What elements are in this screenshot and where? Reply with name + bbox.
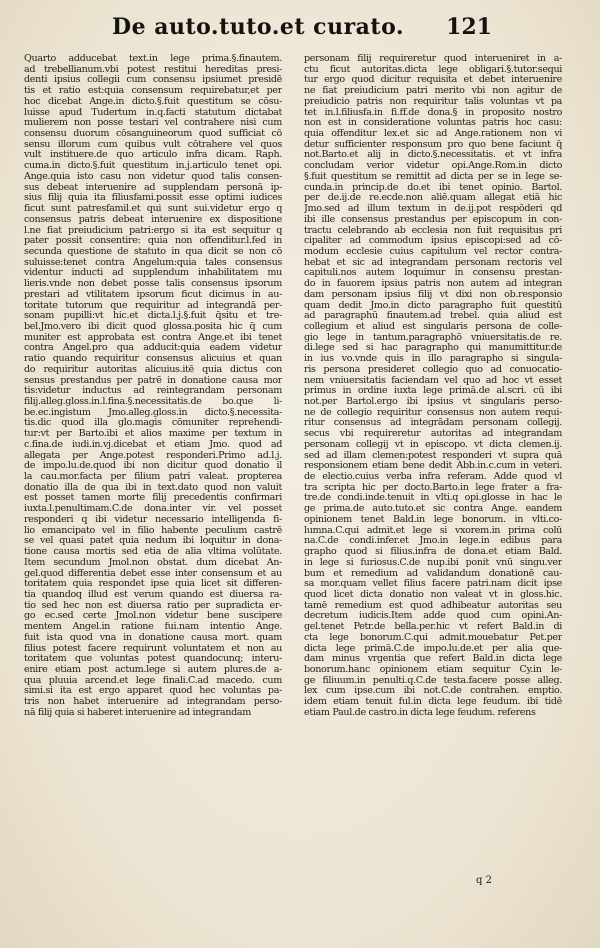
- text-line: gel.tenet Petr.de bella.per.hic vt refert Bald.in di: [304, 622, 562, 633]
- text-line: bonorum.hanc opinionem etiam sequitur Cy.in le-: [304, 664, 562, 675]
- text-line: contra Angel.pro qua adducit:quia eadem videtur: [24, 343, 282, 354]
- text-line: na.C.de condi.infer.et Jmo.in lege.in edibus para: [304, 536, 562, 547]
- text-line: quia offenditur lex.et sic ad Ange.rationem non vi: [304, 129, 562, 140]
- text-line: la cau.mor.facta per filium patri valeat. propterea: [24, 472, 282, 483]
- text-line: in lege si furiosus.C.de nup.ibi ponit vnū singu.ver: [304, 557, 562, 568]
- text-line: hoc dicebat Ange.in dicto.§.fuit questitum se cōsu-: [24, 96, 282, 107]
- text-line: ratio quando requiritur consensus alicuius et quan: [24, 354, 282, 365]
- text-line: de electio.cuius verba infra referam. Adde quod vl: [304, 472, 562, 483]
- text-line: gio lege in tantum.paragraphō vniuersitatis.de re.: [304, 332, 562, 343]
- text-line: sed ad illam clemen:potest responderi vt supra quā: [304, 450, 562, 461]
- text-line: quam dedit Jmo.in dicto paragrapho fuit questitū: [304, 300, 562, 311]
- text-line: di.lege sed si hac paragrapho qui manumittitur.de: [304, 343, 562, 354]
- text-line: quod licet dicta donatio non valeat vt in gloss.hic.: [304, 589, 562, 600]
- text-line: enire etiam post actum.lege si autem plures.de a-: [24, 664, 282, 675]
- text-line: preiudicio patris non requiritur talis voluntas vt pa: [304, 96, 562, 107]
- text-line: ris persona presideret collegio quo ad conuocatio-: [304, 364, 562, 375]
- text-line: Quarto adducebat text.in lege prima.§.finautem.: [24, 54, 282, 64]
- text-line: tractu celebrando ab ecclesia non fuit requisitus pri: [304, 225, 562, 236]
- text-line: concludam verior videtur opi.Ange.Rom.in dicto: [304, 161, 562, 172]
- text-line: mentem Angel.in ratione fui.nam intentio Ange.: [24, 622, 282, 633]
- text-line: personam filij requireretur quod interueniret in a-: [304, 54, 562, 64]
- text-line: tet in.l.filiusfa.in fi.ff.de dona.§ in proposito nostro: [304, 107, 562, 118]
- text-line: est posset tamen morte filij precedentis confirmari: [24, 493, 282, 504]
- text-line: sonam pupilli:vt hic.et dicta.l.j.§.fuit q̄situ et tre-: [24, 311, 282, 322]
- text-line: in ius vo.vnde quis in illo paragrapho si singula-: [304, 354, 562, 365]
- text-line: filius potest facere requirunt voluntatem et non au: [24, 643, 282, 654]
- text-line: tione causa mortis sed etia de alia vltima volūtate.: [24, 547, 282, 558]
- text-line: vult instituere.de quo articulo infra dicam. Raph.: [24, 150, 282, 161]
- text-line: nem vniuersitatis faciendam vel quo ad hoc vt esset: [304, 375, 562, 386]
- left-text-column: [24, 54, 282, 719]
- text-line: secunda questione de statuto in qua dicit se non cō: [24, 246, 282, 257]
- text-line: ne de collegio requiritur consensus non autem requi-: [304, 407, 562, 418]
- text-line: tio sed hec non est diuersa ratio per supradicta er-: [24, 600, 282, 611]
- text-line: modum ecclesie cuius capitulum vel rector contra-: [304, 246, 562, 257]
- text-line: se vel quasi patet quia nedum ibi loquitur in dona-: [24, 536, 282, 547]
- text-line: allegata per Ange.potest responderi.Primo ad.l.j.: [24, 450, 282, 461]
- text-line: pater possit consentire: quia non offenditur.l.fed in: [24, 236, 282, 247]
- text-line: etiam Paul.de castro.in dicta lege feudum. referens: [304, 707, 536, 718]
- text-line: prestari ad vtilitatem ipsorum ficut dicimus in au-: [24, 289, 282, 300]
- text-line: per de.ij.de re.ecde.non aliē.quam allegat etiā hic: [304, 193, 562, 204]
- text-line: tra scripta hic per docto.Barto.in lege frater a fra-: [304, 482, 562, 493]
- text-line: tur ergo quod dicitur requisita et debet interuenire: [304, 75, 562, 86]
- text-line: do in fauorem ipsius patris non autem ad integran: [304, 279, 562, 290]
- text-line: non est in consideratione voluntas patris hoc casu:: [304, 118, 562, 129]
- text-line: ctu ficut autoritas.dicta lege obligari.§.tutor.sequi: [304, 64, 562, 75]
- text-line: c.fina.de iudi.in.vj.dicebat et etiam Jmo. quod ad: [24, 439, 282, 450]
- text-line: suluisse:tenet contra Angelum:quia tales consensus: [24, 257, 282, 268]
- text-line: opinionem tenet Bald.in lege bonorum. in vlti.co-: [304, 514, 562, 525]
- text-line: lieris.vnde non debet posse talis consensus ipsorum: [24, 279, 282, 290]
- text-line: hebat et sic ad integrandam personam rectoris vel: [304, 257, 562, 268]
- text-line: sa mor.quam vellet filius facere patri.nam dicit ipse: [304, 579, 562, 590]
- text-line: qua pluuia arcend.et lege finali.C.ad macedo. cum: [24, 675, 282, 686]
- text-line: simi.si ita est ergo apparet quod hec voluntas pa-: [24, 686, 282, 697]
- text-line: Jmo.sed ad illum textum in de.ij.pot respōderi qd: [304, 204, 562, 215]
- text-line: consensu duorum cōsanguineorum quod sufficiat cō: [24, 129, 282, 140]
- text-line: filij.alleg.gloss.in.l.fina.§.necessitatis.de bo.que li-: [24, 397, 282, 407]
- text-line: toritatem que voluntas potest quandocunq; interu-: [24, 654, 282, 665]
- text-line: tia quandoq illud est verum quando est diuersa ra-: [24, 589, 282, 600]
- text-line: sensus prestandus per patrē in donatione causa mor: [24, 375, 282, 386]
- text-line: tis et ratio est:quia consensum requirebatur,et per: [24, 86, 282, 97]
- text-line: donatio illa de qua ibi in text.dato quod non valuit: [24, 482, 282, 493]
- text-line: tur:vt per Barto.ibi et alios maxime per textum in: [24, 429, 282, 440]
- text-line: luisse apud Tudertum in.q.facti statutum dictabat: [24, 107, 282, 118]
- text-line: sius filij quia ita filiusfami.possit esse optimi iudices: [24, 193, 282, 204]
- text-line: capituli.nos autem loquimur in consensu prestan-: [304, 268, 562, 279]
- text-line: decretum iudicis.Item adde quod cum opini.An-: [304, 611, 562, 622]
- text-line: go ec.sed certe Jmol.non videtur bene suscipere: [24, 611, 282, 622]
- text-line: cunda.in princip.de do.et ibi tenet opinio. Bartol.: [304, 182, 562, 193]
- text-line: ad trebellianum.vbi potest restitui hereditas presi-: [24, 64, 282, 75]
- text-line: toritate tutorum que requiritur ad integrandā per-: [24, 300, 282, 311]
- text-line: primus in ordine iuxta lege primā.de al.scri. cū ibi: [304, 386, 562, 397]
- text-line: detur sufficienter responsum pro quo bene faciunt q̄: [304, 139, 562, 150]
- text-line: cta lege bonorum.C.qui admit.mouebatur Pet.per: [304, 632, 562, 643]
- text-line: tre.de condi.inde.tenuit in vlti.q opi.glosse in hac le: [304, 493, 562, 504]
- text-line: idem etiam tenuit ful.in dicta lege feudum. ibi tidē: [304, 697, 562, 708]
- text-line: Ange.quia isto casu non videtur quod talis consen-: [24, 171, 282, 182]
- text-line: ibi ille consensus prestandus per episcopum in con-: [304, 214, 562, 225]
- text-line: ficut sunt patresfamil.et qui sunt sui.videtur ergo q: [24, 204, 282, 215]
- text-line: responsionem etiam bene dedit Abb.in.c.cum in veteri.: [304, 461, 562, 472]
- text-line: sensu illorum cum quibus vult cōtrahere vel quos: [24, 139, 282, 150]
- folio-number: 121: [446, 14, 492, 40]
- catchword: q 2: [476, 875, 492, 886]
- text-line: tris non habet interuenire ad integrandam perso-: [24, 697, 282, 708]
- text-line: responderi q ibi videtur necessario intelligenda fi-: [24, 514, 282, 525]
- text-line: do requiritur autoritas alicuius.itē quia dictus con: [24, 364, 282, 375]
- text-line: dicta lege primā.C.de impo.lu.de.et per alia que-: [304, 643, 562, 654]
- text-line: l.ne fiat preiudicium patri:ergo si ita est sequitur q: [24, 225, 282, 236]
- text-line: ritur consensus ad integrādam personam collegij.: [304, 418, 562, 429]
- text-line: sus debeat interuenire ad supplendam personā ip-: [24, 182, 282, 193]
- text-line: dam personam ipsius filij vt dixi non ob.responsio: [304, 289, 562, 300]
- text-line: videntur inducti ad supplendum inhabilitatem mu: [24, 268, 282, 279]
- text-line: collegium et aliud est singularis persona de colle-: [304, 321, 562, 332]
- text-line: toritatem quia respondet ipse quia licet sit differen-: [24, 579, 282, 590]
- running-head: De auto.tuto.et curato.: [112, 14, 405, 40]
- text-line: bel.Jmo.vero ibi dicit quod glossa.posita hic q̄ cum: [24, 321, 282, 332]
- text-line: mulierem non posse testari vel contrahere nisi cum: [24, 118, 282, 129]
- text-line: gel.quod differentia debet esse inter consensum et au: [24, 568, 282, 579]
- text-line: not.Barto.et alij in dicto.§.necessitatis. et vt infra: [304, 150, 562, 161]
- text-line: ad paragraphū finautem.ad trebel. quia aliud est: [304, 311, 562, 322]
- text-line: lumna.C.qui admit.et lege si vxorem.in prima colū: [304, 525, 562, 536]
- text-line: tamē remedium est quod adhibeatur autoritas seu: [304, 600, 562, 611]
- text-line: ge filiuum.in penulti.q.C.de testa.facere posse alleg.: [304, 675, 562, 686]
- text-line: denti ipsius collegii cum consensu ipsiumet presidē: [24, 75, 282, 86]
- text-line: consensus patris debeat interuenire ex dispositione: [24, 214, 282, 225]
- text-line: nā filij quia si haberet interuenire ad integrandam: [24, 707, 252, 718]
- text-line: lex cum ipse.cum ibi not.C.de contrahen. emptio.: [304, 686, 562, 697]
- text-line: §.fuit questitum se remittit ad dicta per se in lege se-: [304, 171, 562, 182]
- text-line: fuit ista quod vna in donatione causa mort. quam: [24, 632, 282, 643]
- text-line: tis:videtur inductus ad reintegrandam personam: [24, 386, 282, 397]
- text-line: de impo.lu.de.quod ibi non dicitur quod donatio il: [24, 461, 282, 472]
- text-line: not.per Bartol.ergo ibi ipsius vt singularis perso-: [304, 397, 562, 407]
- text-line: cipaliter ad commodum ipsius episcopi:sed ad cō-: [304, 236, 562, 247]
- text-line: lio emancipato vel in filio habente peculium castrē: [24, 525, 282, 536]
- text-line: muniter est approbata est contra Ange.et ibi tenet: [24, 332, 282, 343]
- text-line: secus vbi requireretur autoritas ad integrandam: [304, 429, 562, 440]
- text-line: bum et remedium ad validandum donationē cau-: [304, 568, 562, 579]
- page-header: [112, 14, 492, 50]
- text-line: tis.dic quod illa glo.magis cōmuniter reprehendi-: [24, 418, 282, 429]
- text-line: be.ec.ingistum Jmo.alleg.gloss.in dicto.§.necessita-: [24, 407, 282, 418]
- text-line: personam collegij vt in episcopo. vt dicta clemen.ij.: [304, 439, 562, 450]
- text-line: Item secundum Jmol.non obstat. dum dicebat An-: [24, 557, 282, 568]
- text-line: grapho quod si filius.infra de dona.et etiam Bald.: [304, 547, 562, 558]
- right-text-column: [304, 54, 562, 719]
- text-line: ne fiat preiudicium patri merito vbi non agitur de: [304, 86, 562, 97]
- text-line: dam minus vrgentia que refert Bald.in dicta lege: [304, 654, 562, 665]
- text-line: cuma.in dicto.§.fuit questitum in.j.articulo tenet opi.: [24, 161, 282, 172]
- text-line: ge prima.de auto.tuto.et sic contra Ange. eandem: [304, 504, 562, 515]
- text-line: iuxta.l.penultimam.C.de dona.inter vir. vel posset: [24, 504, 282, 515]
